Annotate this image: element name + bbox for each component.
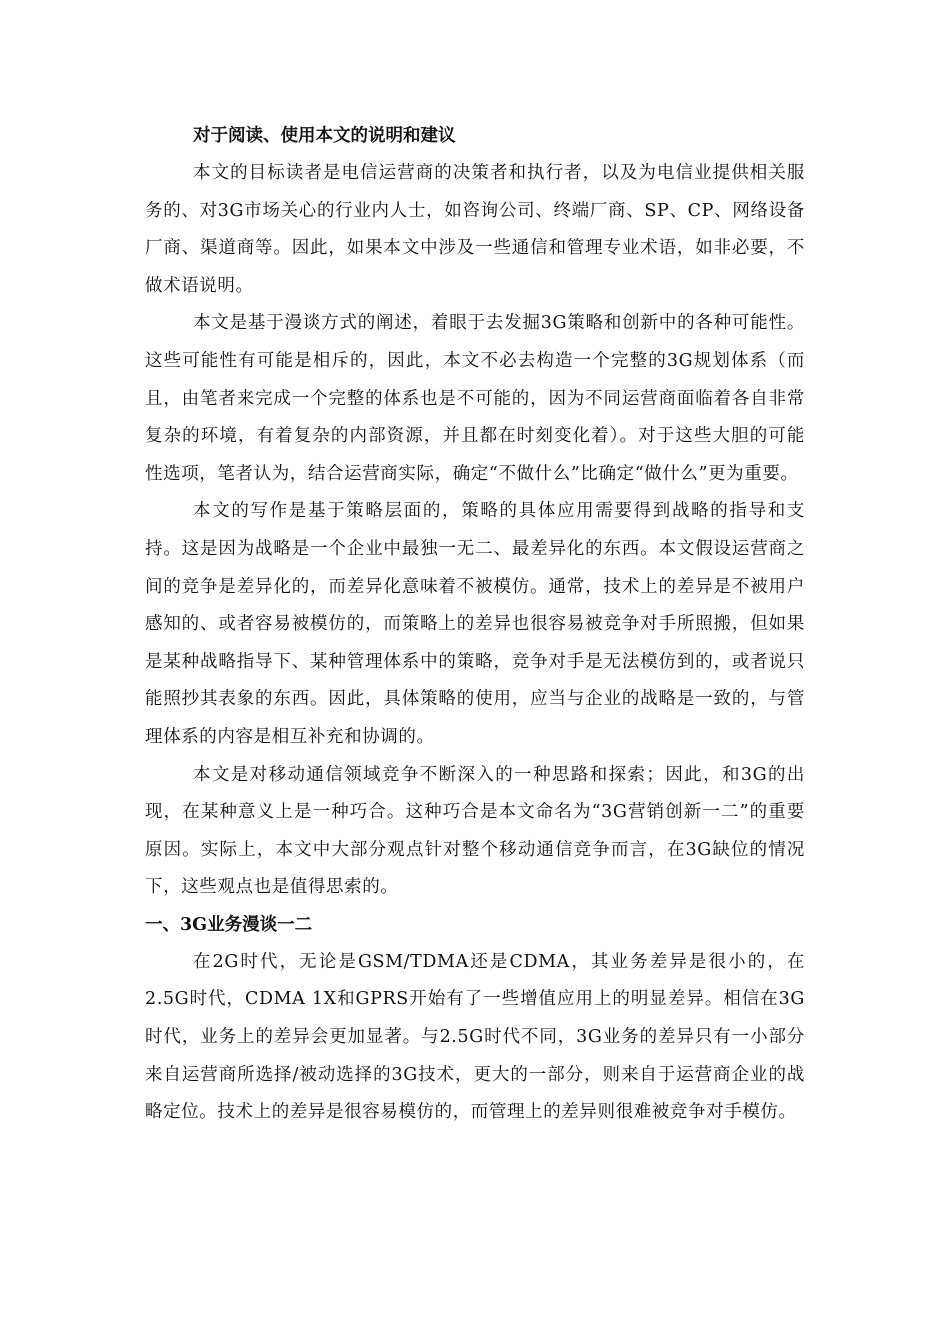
paragraph-readers: 本文的目标读者是电信运营商的决策者和执行者，以及为电信业提供相关服务的、对3G市场关心的行业内人士，如咨询公司、终端厂商、SP、CP、网络设备厂商、渠道商等。因此，如果本文中涉及一些通信和管理专业术语，如非必要，不做术语说明。 [145, 163, 805, 296]
paragraph-2g-3g: 在2G时代，无论是GSM/TDMA还是CDMA，其业务差异是很小的，在2.5G时代，CDMA 1X和GPRS开始有了一些增值应用上的明显差异。相信在3G时代，业务上的差异会更加显著。与2.5G时代不同，3G业务的差异只有一小部分来自运营商所选择/被动选择的3G技术，更大的一部分，则来自于运营商企业的战略定位。技术上的差异是很容易模仿的，而管理上的差异则很难被竞争对手模仿。 [145, 951, 805, 1123]
paragraph-exploration: 本文是对移动通信领域竞争不断深入的一种思路和探索；因此，和3G的出现，在某种意义上是一种巧合。这种巧合是本文命名为“3G营销创新一二”的重要原因。实际上，本文中大部分观点针对整个移动通信竞争而言，在3G缺位的情况下，这些观点也是值得思索的。 [145, 764, 805, 898]
paragraph-strategy: 本文的写作是基于策略层面的，策略的具体应用需要得到战略的指导和支持。这是因为战略是一个企业中最独一无二、最差异化的东西。本文假设运营商之间的竞争是差异化的，而差异化意味着不被模仿。通常，技术上的差异是不被用户感知的、或者容易被模仿的，而策略上的差异也很容易被竞争对手所照搬，但如果是某种战略指导下、某种管理体系中的策略，竞争对手是无法模仿到的，或者说只能照抄其表象的东西。因此，具体策略的使用，应当与企业的战略是一致的，与管理体系的内容是相互补充和协调的。 [145, 501, 805, 747]
intro-heading: 对于阅读、使用本文的说明和建议 [193, 126, 456, 146]
section-heading: 一、3G业务漫谈一二 [145, 914, 313, 935]
document-page [145, 118, 805, 1132]
paragraph-approach: 本文是基于漫谈方式的阐述，着眼于去发掘3G策略和创新中的各种可能性。这些可能性有可能是相斥的，因此，本文不必去构造一个完整的3G规划体系（而且，由笔者来完成一个完整的体系也是不可能的，因为不同运营商面临着各自非常复杂的环境，有着复杂的内部资源，并且都在时刻变化着）。对于这些大胆的可能性选项，笔者认为，结合运营商实际，确定“不做什么”比确定“做什么”更为重要。 [145, 313, 805, 484]
